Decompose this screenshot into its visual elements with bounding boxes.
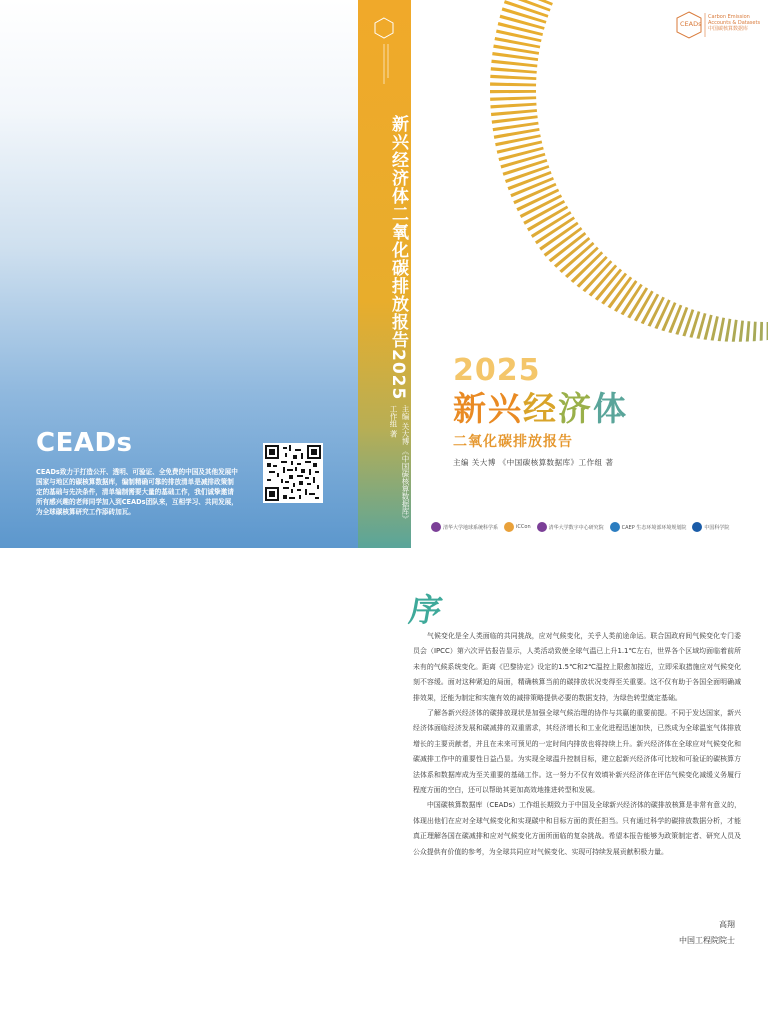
partner-emblem-icon [504,522,514,532]
partner-logos [431,517,766,537]
partner-logo: CAEP 生态环境部环境规划院 [610,522,687,532]
front-logo-line3: 中国碳核算数据库 [708,26,749,32]
front-logo-line2: Accounts & Datasets [708,20,761,26]
partner-logo: 清华大学数字中心研究院 [537,522,604,532]
front-logo-line1: Carbon Emission [708,14,750,20]
preface-paragraph: 气候变化是全人类面临的共同挑战，应对气候变化，关乎人类前途命运。联合国政府间气候变化专门委员会（IPCC）第六次评估报告显示，人类活动致使全球气温已上升1.1℃左右，世界各个区域均面临着前所未有的气候系统变化。距离《巴黎协定》设定的1.5℃和2℃温控上限愈加接近，立即采取措施应对气候变化刻不容缓。面对这种紧迫的局面，精确核算当前的碳排放状况变得至关重要。这不仅有助于各国全面明确减排效果，还能为制定和实施有效的减排策略提供必要的数据支持，为绿色转型奠定基础。 [413,632,741,702]
partner-emblem-icon [692,522,702,532]
partner-logo: iCCon [504,522,531,532]
partner-emblem-icon [610,522,620,532]
title-part-1: 新兴 [453,389,523,428]
signature-name: 高翔 [719,920,735,929]
partner-logo: 中国科学院 [692,522,729,532]
partner-emblem-icon [431,522,441,532]
partner-emblem-icon [537,522,547,532]
spine-title: 新兴经济体二氧化碳排放报告2025 [388,115,408,401]
ceads-brand-logo [675,9,765,41]
partner-logo: 清华大学地球系统科学系 [431,522,498,532]
preface-paragraph: 了解各新兴经济体的碳排放现状是加强全球气候治理的协作与共赢的重要前提。不同于发达国家，新兴经济体面临经济发展和碳减排的双重需求，其经济增长和工业化进程迅速加快，已然成为全球温室气体排放增长的主要贡献者，并且在未来可预见的一定时间内排放也将持续上升。新兴经济体在全球应对气候变化和碳减排工作中的重要性日益凸显。为实现全球温升控制目标，建立起新兴经济体可比较和可验证的碳核算方法体系和数据库成为至关重要的基础工作。这一努力不仅有效填补新兴经济体在评估气候变化减缓义务履行程度方面的空白，还可以帮助其更加高效地推进转型和发展。 [413,709,741,795]
cover-editor: 主编 关大博 《中国碳核算数据库》工作组 著 [453,458,614,467]
spine-editor: 主编 关大博 《中国碳核算数据库》工作组 著 [389,405,410,523]
ceads-description: CEADs致力于打造公开、透明、可验证、全免费的中国及其他发展中国家与地区的碳核算数据库，编制精确可靠的排放清单是减排政策制定的基础与先决条件，清单编制需要大量的基础工作，我们诚挚邀请所有感兴趣的老师同学加入到CEADs团队来，互相学习、共同发展，为全球碳核算研究工作添砖加瓦。 [36,468,238,516]
preface-page [0,548,768,1024]
title-part-4: 体 [593,389,628,428]
front-cover [411,0,768,548]
signature-title: 中国工程院院士 [679,936,735,945]
back-cover [0,0,358,548]
book-spine [358,0,411,548]
preface-paragraph: 中国碳核算数据库（CEADs）工作组长期致力于中国及全球新兴经济体的碳排放核算是非常有意义的，体现出他们在应对全球气候变化和实现碳中和目标方面的责任担当。只有通过科学的碳排放数据分析，才能真正理解各国在碳减排和应对气候变化方面所面临的复杂挑战。希望本报告能够为政策制定者、研究人员及公众提供有价值的参考，为全球共同应对气候变化、实现可持续发展贡献积极力量。 [413,801,741,856]
preface-heading: 序 [406,591,446,629]
title-part-2: 经 [523,389,558,428]
front-logo-text: CEADs [680,20,702,28]
cover-main-title [453,383,628,430]
preface-body [413,629,741,860]
cover-year: 2025 [453,353,541,388]
ceads-logo: CEADs [36,428,133,458]
spine-ceads-logo-icon [372,16,396,88]
title-part-3: 济 [558,389,593,428]
qr-code-icon [263,443,323,503]
cover-subtitle: 二氧化碳排放报告 [453,434,573,450]
